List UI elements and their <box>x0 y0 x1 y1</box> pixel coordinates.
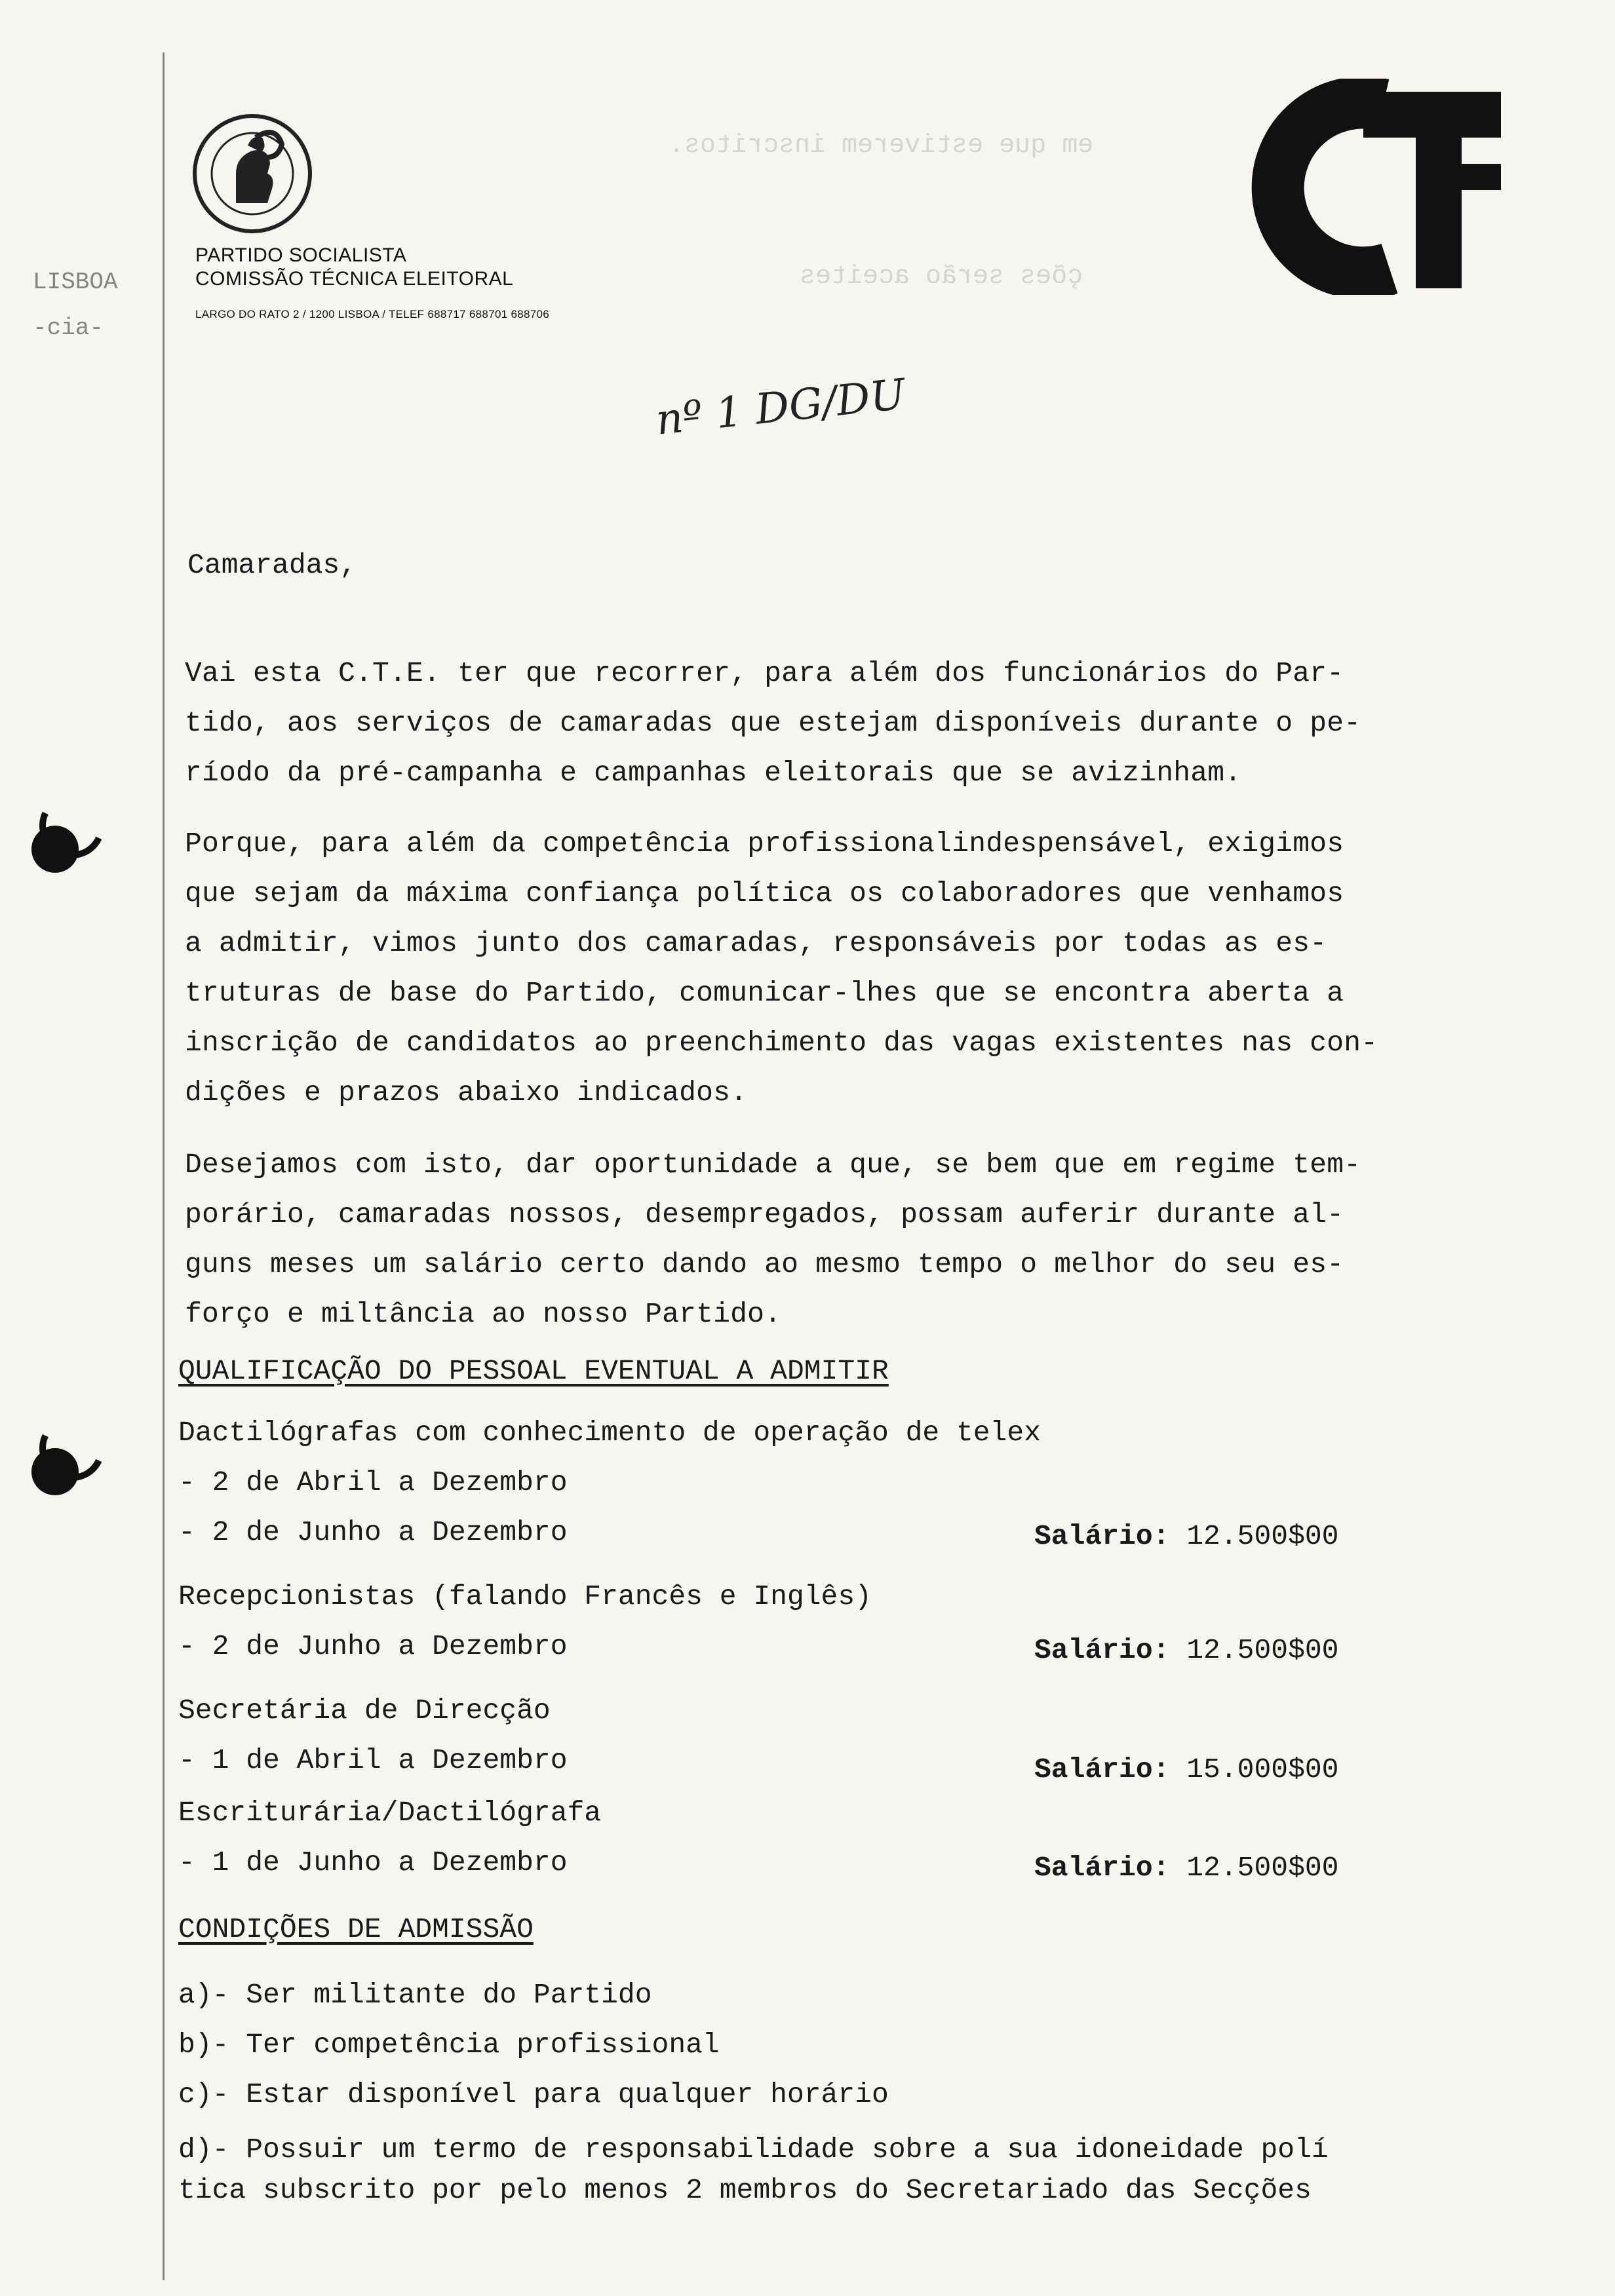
text-line: ríodo da pré-campanha e campanhas eleitorais que se avizinham. <box>185 757 1242 789</box>
salary-label: Salário: <box>1034 1753 1170 1786</box>
qualification-heading: QUALIFICAÇÃO DO PESSOAL EVENTUAL A ADMITIR <box>178 1355 889 1387</box>
text-line: guns meses um salário certo dando ao mesmo tempo o melhor do seu es- <box>185 1248 1344 1280</box>
salary-amount: 15.000$00 <box>1186 1753 1339 1786</box>
salutation: Camaradas, <box>187 549 357 581</box>
cte-logo-icon <box>1226 79 1501 295</box>
condition-item: c)- Estar disponível para qualquer horário <box>178 2078 889 2111</box>
edge-text-fragment: -cia- <box>33 315 104 341</box>
position-period: - 1 de Junho a Dezembro <box>178 1846 568 1879</box>
position-period: - 1 de Abril a Dezembro <box>178 1744 568 1776</box>
condition-item: a)- Ser militante do Partido <box>178 1979 652 2011</box>
salary-line <box>1034 1520 1339 1552</box>
position-title: Recepcionistas (falando Francês e Inglês) <box>178 1580 872 1613</box>
position-title: Dactilógrafas com conhecimento de operação de telex <box>178 1417 1041 1449</box>
salary-label: Salário: <box>1034 1634 1170 1666</box>
paragraph-2 <box>185 819 1378 1118</box>
salary-line <box>1034 1852 1339 1884</box>
text-line: Porque, para além da competência profissionalindespensável, exigimos <box>185 828 1344 860</box>
condition-item: d)- Possuir um termo de responsabilidade sobre a sua idoneidade polí <box>178 2133 1329 2166</box>
text-line: que sejam da máxima confiança política os colaboradores que venhamos <box>185 877 1344 909</box>
condition-item: b)- Ter competência profissional <box>178 2029 720 2061</box>
text-line: tido, aos serviços de camaradas que estejam disponíveis durante o pe- <box>185 707 1361 739</box>
address-line: LARGO DO RATO 2 / 1200 LISBOA / TELEF 688717 688701 688706 <box>195 308 549 320</box>
commission-name: COMISSÃO TÉCNICA ELEITORAL <box>195 268 514 290</box>
salary-amount: 12.500$00 <box>1186 1852 1339 1884</box>
party-logo-icon <box>190 111 315 236</box>
conditions-heading: CONDIÇÕES DE ADMISSÃO <box>178 1913 534 1945</box>
letterhead <box>195 244 549 322</box>
position-period: - 2 de Junho a Dezembro <box>178 1516 568 1548</box>
position-period: - 2 de Junho a Dezembro <box>178 1630 568 1662</box>
paragraph-3 <box>185 1140 1361 1339</box>
salary-amount: 12.500$00 <box>1186 1634 1339 1666</box>
party-name: PARTIDO SOCIALISTA <box>195 244 407 266</box>
salary-label: Salário: <box>1034 1852 1170 1884</box>
position-title: Escriturária/Dactilógrafa <box>178 1797 602 1829</box>
text-line: forço e miltância ao nosso Partido. <box>185 1298 782 1330</box>
show-through-text: ções serão aceites <box>800 262 1083 292</box>
salary-line <box>1034 1634 1339 1666</box>
show-through-text: em que estiverem inscritos. <box>669 131 1094 161</box>
text-line: Vai esta C.T.E. ter que recorrer, para além dos funcionários do Par- <box>185 657 1344 689</box>
text-line: inscrição de candidatos ao preenchimento das vagas existentes nas con- <box>185 1027 1378 1059</box>
text-line: dições e prazos abaixo indicados. <box>185 1077 748 1109</box>
text-line: porário, camaradas nossos, desempregados, possam auferir durante al- <box>185 1198 1344 1231</box>
salary-label: Salário: <box>1034 1520 1170 1552</box>
position-period: - 2 de Abril a Dezembro <box>178 1466 568 1499</box>
text-line: truturas de base do Partido, comunicar-lhes que se encontra aberta a <box>185 977 1344 1009</box>
text-line: a admitir, vimos junto dos camaradas, responsáveis por todas as es- <box>185 927 1327 959</box>
text-line: Desejamos com isto, dar oportunidade a que, se bem que em regime tem- <box>185 1149 1361 1181</box>
handwritten-reference: nº 1 DG/DU <box>653 370 908 445</box>
punch-hole-mark <box>26 1422 98 1494</box>
salary-amount: 12.500$00 <box>1186 1520 1339 1552</box>
paragraph-1 <box>185 649 1361 798</box>
condition-item: tica subscrito por pelo menos 2 membros do Secretariado das Secções <box>178 2174 1312 2206</box>
edge-text-fragment: LISBOA <box>33 269 118 296</box>
salary-line <box>1034 1753 1339 1786</box>
punch-hole-mark <box>26 799 98 871</box>
position-title: Secretária de Direcção <box>178 1694 551 1727</box>
left-margin-line <box>163 52 165 2280</box>
